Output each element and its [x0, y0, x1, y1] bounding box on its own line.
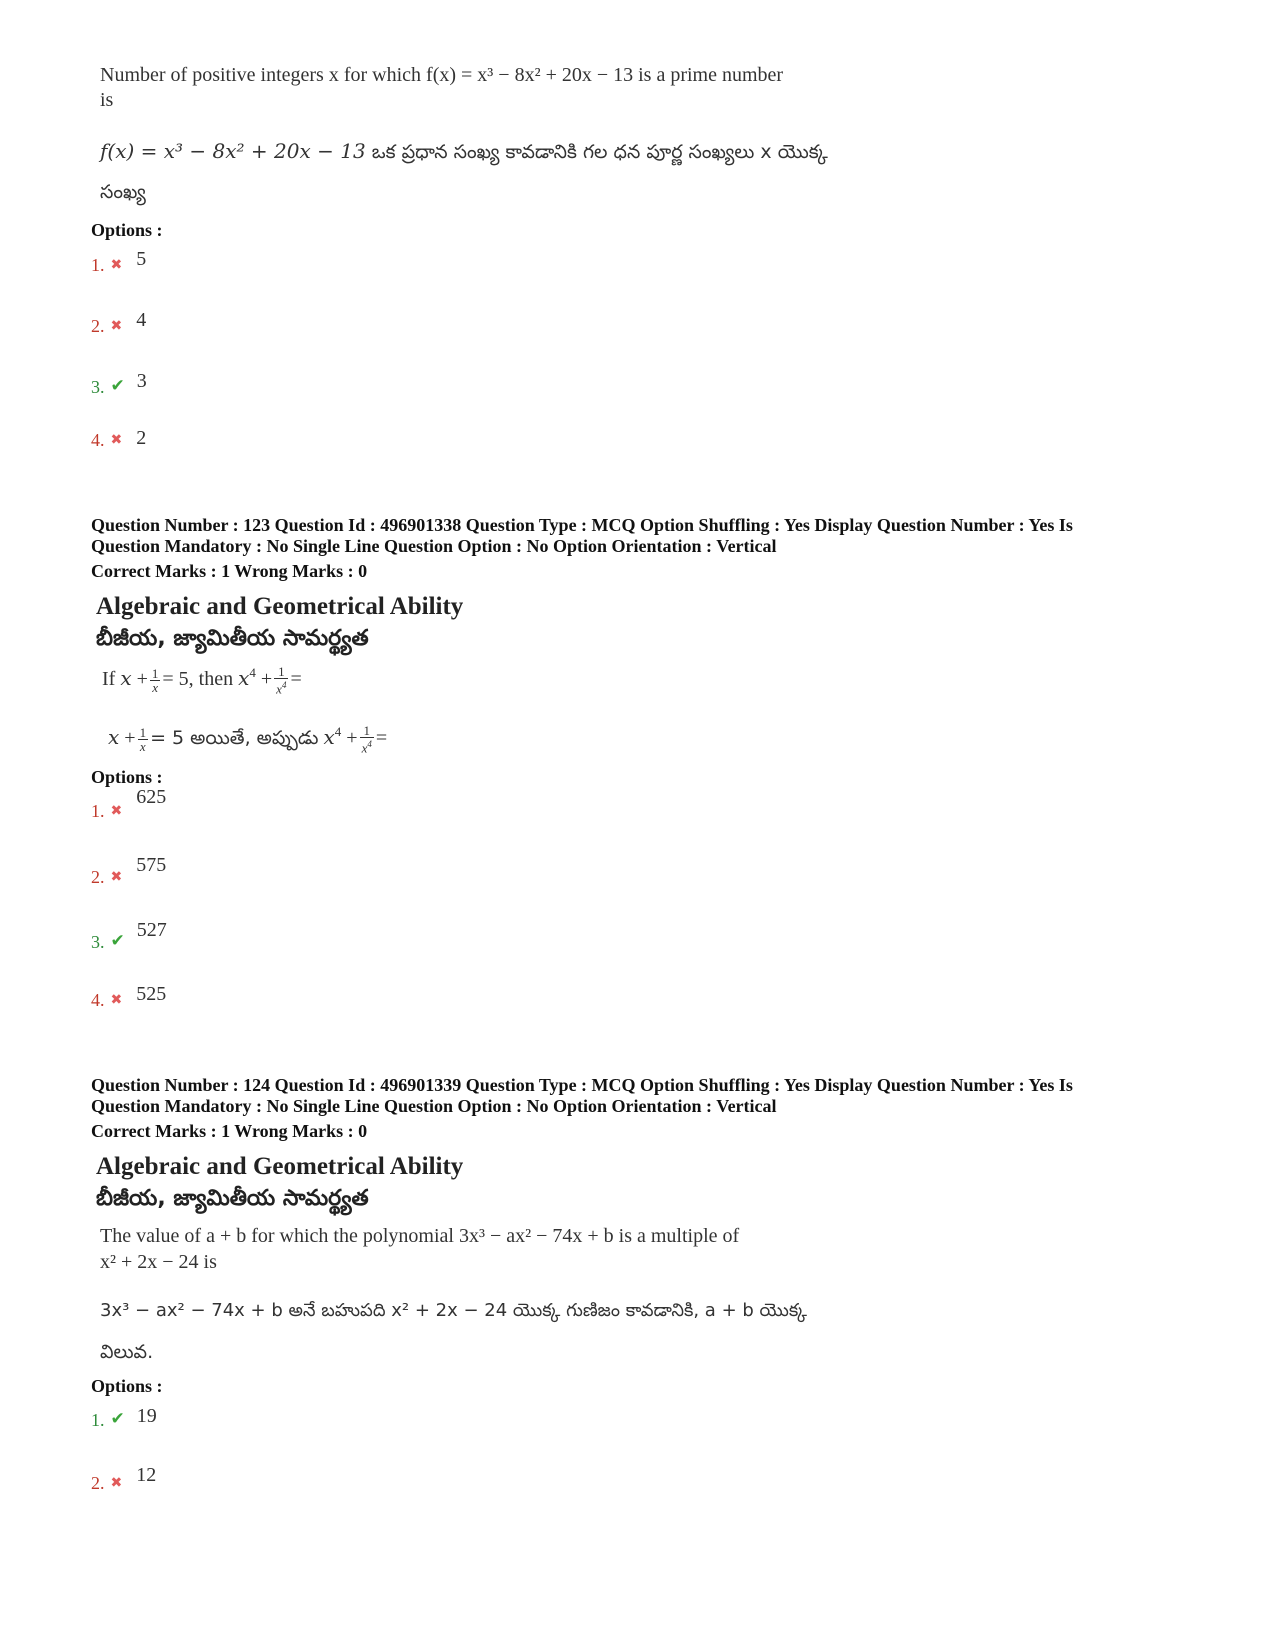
q122-text-te-line1 [100, 139, 828, 168]
option-value: 525 [136, 983, 167, 1005]
option-number: 2. [91, 867, 105, 887]
option-value: 19 [136, 1405, 157, 1427]
option-value: 625 [136, 786, 167, 808]
q124-option-2[interactable] [91, 1464, 157, 1495]
q123-eq5-te: = 5 అయితే, అప్పుడు [150, 726, 319, 749]
q124-meta-line1: Question Number : 124 Question Id : 496901339 Question Type : MCQ Option Shuffling : Yes Display Question Number : Yes Is [91, 1075, 1073, 1095]
cross-mark-icon: ✖ [110, 869, 123, 885]
q123-if: If [102, 667, 116, 690]
q123-option-4[interactable] [91, 983, 167, 1012]
q123-text-en: If x + $\frac{1}{x}$ = 5, then $x^4$ + $\frac{1}{x^4}$ = [102, 664, 302, 697]
option-number: 4. [91, 990, 105, 1010]
q123-section-title-te: బీజీయ, జ్యామితీయ సామర్థ్యత [96, 626, 369, 651]
q123-option-1[interactable] [91, 786, 167, 823]
option-number: 2. [91, 1473, 105, 1493]
q124-section-title-en: Algebraic and Geometrical Ability [96, 1153, 464, 1180]
q122-text-te-line2: సంఖ్య [100, 181, 146, 203]
option-value: 575 [136, 854, 167, 876]
q123-meta-line1: Question Number : 123 Question Id : 496901338 Question Type : MCQ Option Shuffling : Yes Display Question Number : Yes Is [91, 515, 1073, 535]
option-number: 1. [91, 1410, 105, 1430]
option-value: 3 [136, 370, 147, 392]
q124-marks: Correct Marks : 1 Wrong Marks : 0 [91, 1121, 368, 1141]
option-value: 2 [136, 427, 147, 449]
option-value: 12 [136, 1464, 157, 1486]
check-mark-icon: ✔ [110, 931, 125, 951]
q123-option-3[interactable] [91, 919, 167, 954]
option-number: 4. [91, 430, 105, 450]
cross-mark-icon: ✖ [110, 992, 123, 1008]
q124-option-1[interactable] [91, 1405, 157, 1432]
cross-mark-icon: ✖ [110, 432, 123, 448]
cross-mark-icon: ✖ [110, 803, 123, 819]
q123-marks: Correct Marks : 1 Wrong Marks : 0 [91, 561, 368, 581]
q122-options-label: Options : [91, 220, 163, 240]
q122-option-1[interactable] [91, 248, 147, 277]
option-number: 3. [91, 377, 105, 397]
q123-option-2[interactable] [91, 854, 167, 889]
check-mark-icon: ✔ [110, 376, 125, 396]
q123-meta-line2: Question Mandatory : No Single Line Question Option : No Option Orientation : Vertical [91, 536, 777, 556]
option-number: 1. [91, 801, 105, 821]
q124-text-en-line1: The value of a + b for which the polynomial 3x³ − ax² − 74x + b is a multiple of [100, 1225, 740, 1247]
q122-option-4[interactable] [91, 429, 146, 452]
q123-options-label: Options : [91, 767, 163, 787]
q122-option-2[interactable] [91, 309, 147, 338]
option-number: 1. [91, 255, 105, 275]
q123-eq5-en: = 5, then [162, 667, 234, 690]
option-value: 527 [136, 919, 167, 941]
cross-mark-icon: ✖ [110, 318, 123, 334]
option-value: 4 [136, 309, 147, 331]
check-mark-icon: ✔ [110, 1409, 125, 1429]
q122-text-en-line1: Number of positive integers x for which f(x) = x³ − 8x² + 20x − 13 is a prime number [100, 64, 784, 86]
option-number: 3. [91, 932, 105, 952]
q123-text-te: x + $\frac{1}{x}$ = 5 అయితే, అప్పుడు $x^4$ + $\frac{1}{x^4}$ = [108, 723, 388, 756]
q124-meta-line2: Question Mandatory : No Single Line Question Option : No Option Orientation : Vertical [91, 1096, 777, 1116]
q122-te-math: f(x) = x³ − 8x² + 20x − 13 [100, 139, 366, 163]
cross-mark-icon: ✖ [110, 257, 123, 273]
q122-te-text: ఒక ప్రధాన సంఖ్య కావడానికి గల ధన పూర్ణ సంఖ్యలు x యొక్క [365, 141, 828, 163]
option-number: 2. [91, 316, 105, 336]
q124-text-te-line2: విలువ. [100, 1341, 154, 1363]
q124-text-en-line2: x² + 2x − 24 is [100, 1251, 217, 1273]
q124-section-title-te: బీజీయ, జ్యామితీయ సామర్థ్యత [96, 1186, 369, 1211]
q124-text-te-line1: 3x³ − ax² − 74x + b అనే బహుపది x² + 2x − 24 యొక్క గుణిజం కావడానికి, a + b యొక్క [100, 1300, 807, 1321]
q122-option-3[interactable] [91, 370, 147, 399]
q124-options-label: Options : [91, 1376, 163, 1396]
option-value: 5 [136, 248, 147, 270]
q122-text-en-line2: is [100, 89, 114, 111]
q123-section-title-en: Algebraic and Geometrical Ability [96, 593, 464, 620]
cross-mark-icon: ✖ [110, 1475, 123, 1491]
